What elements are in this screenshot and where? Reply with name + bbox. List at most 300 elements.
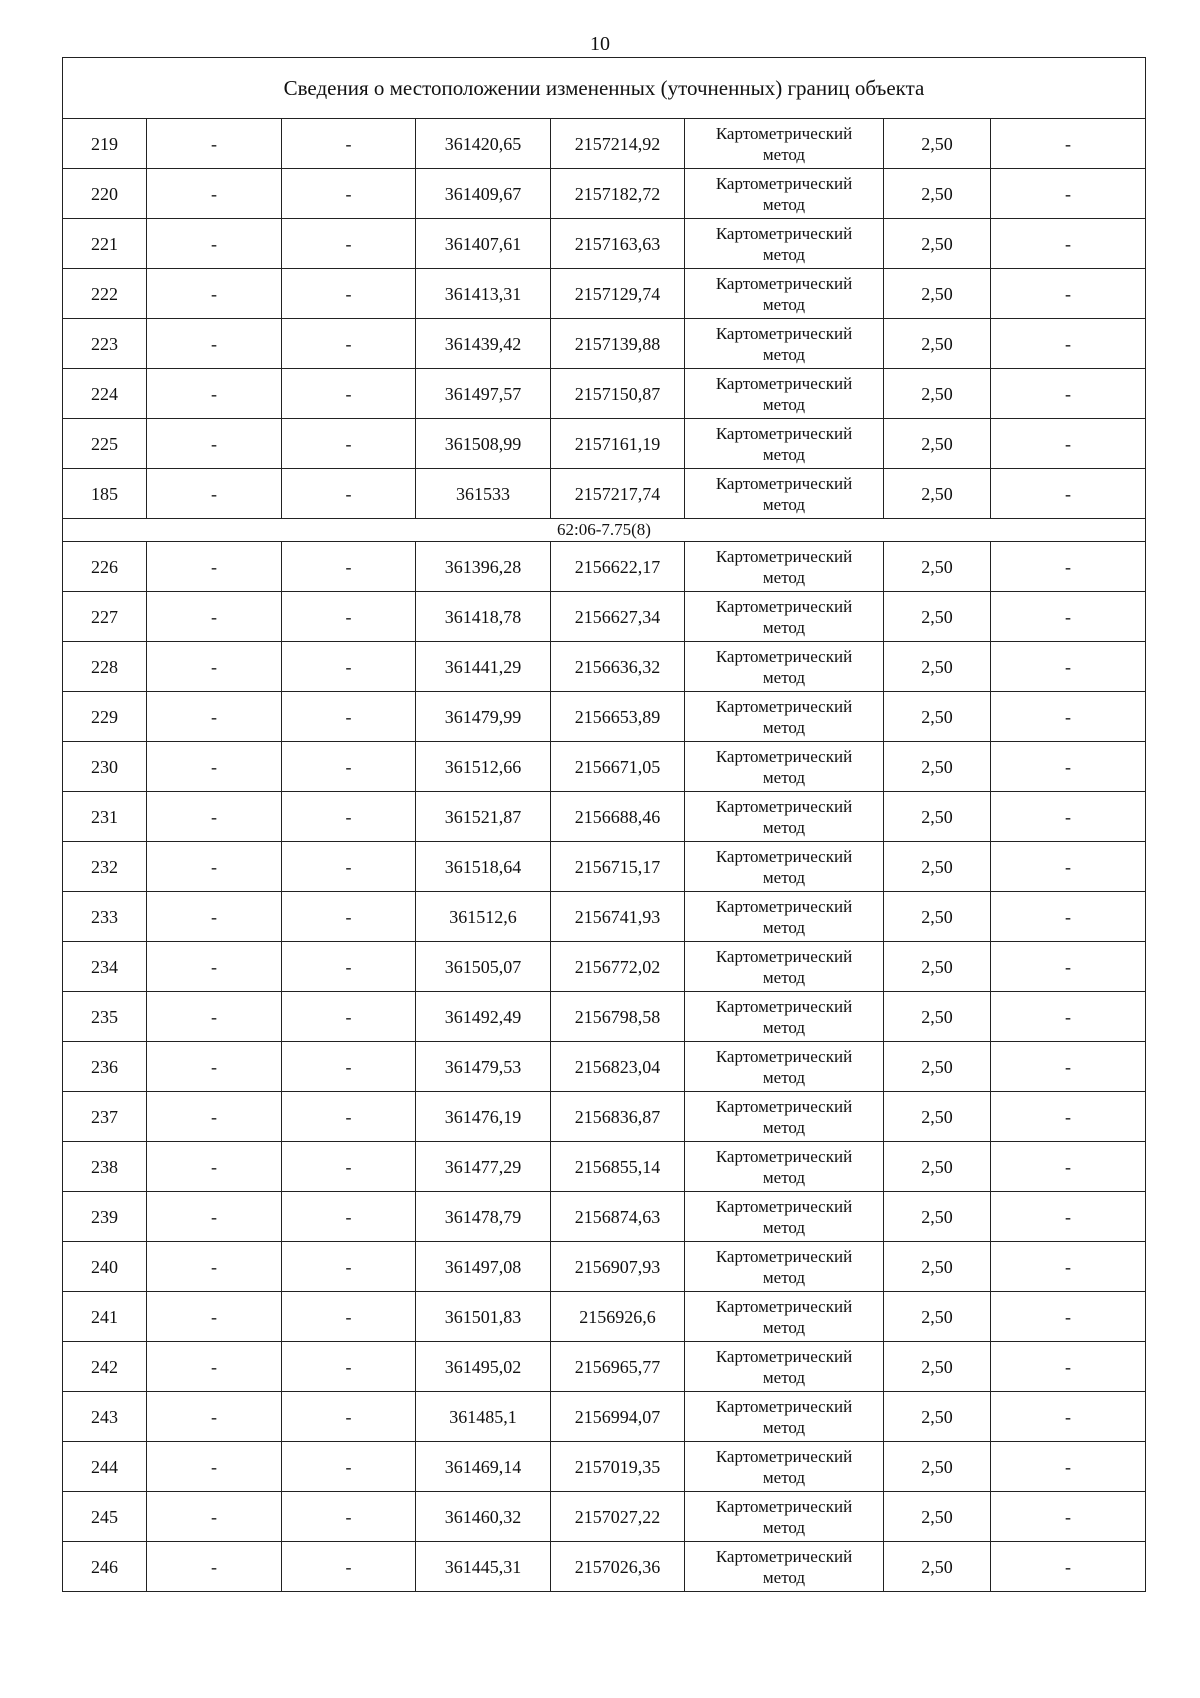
method-line-1: Картометрический	[715, 1496, 853, 1516]
method-cell	[685, 1142, 884, 1192]
old-y-cell: -	[282, 269, 416, 319]
accuracy-cell: 2,50	[884, 219, 991, 269]
method-cell	[685, 1242, 884, 1292]
accuracy-cell: 2,50	[884, 942, 991, 992]
method-cell	[685, 1442, 884, 1492]
table-row	[63, 1542, 1146, 1592]
method-line-1: Картометрический	[715, 373, 853, 393]
point-number-cell: 243	[63, 1392, 147, 1442]
method-line-2: метод	[762, 244, 806, 264]
point-number-cell: 235	[63, 992, 147, 1042]
point-number-cell: 238	[63, 1142, 147, 1192]
point-number-cell: 225	[63, 419, 147, 469]
table-row	[63, 1292, 1146, 1342]
method-cell	[685, 1492, 884, 1542]
accuracy-cell: 2,50	[884, 742, 991, 792]
accuracy-cell: 2,50	[884, 1042, 991, 1092]
old-y-cell: -	[282, 119, 416, 169]
method-cell	[685, 792, 884, 842]
table-row	[63, 1342, 1146, 1392]
method-line-1: Картометрический	[715, 796, 853, 816]
old-y-cell: -	[282, 1342, 416, 1392]
point-number-cell: 223	[63, 319, 147, 369]
old-y-cell: -	[282, 542, 416, 592]
point-number-cell: 221	[63, 219, 147, 269]
old-y-cell: -	[282, 692, 416, 742]
method-line-1: Картометрический	[715, 273, 853, 293]
method-line-2: метод	[762, 1217, 806, 1237]
method-line-2: метод	[762, 1417, 806, 1437]
new-x-cell: 361479,53	[416, 1042, 551, 1092]
method-line-2: метод	[762, 1017, 806, 1037]
method-cell	[685, 842, 884, 892]
old-y-cell: -	[282, 469, 416, 519]
method-cell	[685, 1342, 884, 1392]
method-cell	[685, 1292, 884, 1342]
new-x-cell: 361476,19	[416, 1092, 551, 1142]
accuracy-cell: 2,50	[884, 1442, 991, 1492]
old-x-cell: -	[147, 419, 282, 469]
old-y-cell: -	[282, 792, 416, 842]
accuracy-cell: 2,50	[884, 692, 991, 742]
table-row	[63, 1242, 1146, 1292]
old-y-cell: -	[282, 419, 416, 469]
point-number-cell: 236	[63, 1042, 147, 1092]
new-x-cell: 361396,28	[416, 542, 551, 592]
table-title-row	[63, 58, 1146, 119]
point-number-cell: 222	[63, 269, 147, 319]
table-row	[63, 842, 1146, 892]
accuracy-cell: 2,50	[884, 469, 991, 519]
new-y-cell: 2157182,72	[551, 169, 685, 219]
description-cell: -	[991, 692, 1146, 742]
description-cell: -	[991, 742, 1146, 792]
description-cell: -	[991, 319, 1146, 369]
new-y-cell: 2156855,14	[551, 1142, 685, 1192]
new-y-cell: 2157027,22	[551, 1492, 685, 1542]
description-cell: -	[991, 1442, 1146, 1492]
method-line-2: метод	[762, 1167, 806, 1187]
accuracy-cell: 2,50	[884, 542, 991, 592]
method-line-1: Картометрический	[715, 846, 853, 866]
accuracy-cell: 2,50	[884, 642, 991, 692]
method-line-1: Картометрический	[715, 1246, 853, 1266]
method-cell	[685, 542, 884, 592]
description-cell: -	[991, 842, 1146, 892]
method-line-2: метод	[762, 394, 806, 414]
old-y-cell: -	[282, 1242, 416, 1292]
new-x-cell: 361439,42	[416, 319, 551, 369]
table-body	[63, 58, 1146, 1592]
point-number-cell: 244	[63, 1442, 147, 1492]
old-x-cell: -	[147, 692, 282, 742]
old-y-cell: -	[282, 1392, 416, 1442]
old-y-cell: -	[282, 992, 416, 1042]
accuracy-cell: 2,50	[884, 119, 991, 169]
point-number-cell: 242	[63, 1342, 147, 1392]
table-row	[63, 892, 1146, 942]
accuracy-cell: 2,50	[884, 1242, 991, 1292]
old-y-cell: -	[282, 742, 416, 792]
description-cell: -	[991, 1142, 1146, 1192]
accuracy-cell: 2,50	[884, 892, 991, 942]
description-cell: -	[991, 219, 1146, 269]
point-number-cell: 237	[63, 1092, 147, 1142]
new-y-cell: 2156653,89	[551, 692, 685, 742]
new-y-cell: 2156715,17	[551, 842, 685, 892]
method-line-2: метод	[762, 667, 806, 687]
new-y-cell: 2156798,58	[551, 992, 685, 1042]
method-line-1: Картометрический	[715, 696, 853, 716]
new-x-cell: 361407,61	[416, 219, 551, 269]
old-x-cell: -	[147, 1342, 282, 1392]
old-x-cell: -	[147, 992, 282, 1042]
old-x-cell: -	[147, 792, 282, 842]
old-x-cell: -	[147, 742, 282, 792]
old-y-cell: -	[282, 892, 416, 942]
new-x-cell: 361409,67	[416, 169, 551, 219]
table-row	[63, 319, 1146, 369]
accuracy-cell: 2,50	[884, 169, 991, 219]
method-line-2: метод	[762, 1567, 806, 1587]
method-cell	[685, 319, 884, 369]
description-cell: -	[991, 1492, 1146, 1542]
new-x-cell: 361420,65	[416, 119, 551, 169]
old-x-cell: -	[147, 842, 282, 892]
table-row	[63, 642, 1146, 692]
accuracy-cell: 2,50	[884, 419, 991, 469]
point-number-cell: 234	[63, 942, 147, 992]
new-x-cell: 361497,08	[416, 1242, 551, 1292]
new-x-cell: 361460,32	[416, 1492, 551, 1542]
accuracy-cell: 2,50	[884, 992, 991, 1042]
method-line-1: Картометрический	[715, 1546, 853, 1566]
method-line-1: Картометрический	[715, 1046, 853, 1066]
method-line-2: метод	[762, 1367, 806, 1387]
description-cell: -	[991, 1392, 1146, 1442]
method-line-2: метод	[762, 617, 806, 637]
table-row	[63, 269, 1146, 319]
old-y-cell: -	[282, 1292, 416, 1342]
method-cell	[685, 419, 884, 469]
new-x-cell: 361441,29	[416, 642, 551, 692]
new-x-cell: 361512,6	[416, 892, 551, 942]
accuracy-cell: 2,50	[884, 842, 991, 892]
point-number-cell: 231	[63, 792, 147, 842]
new-x-cell: 361413,31	[416, 269, 551, 319]
new-x-cell: 361478,79	[416, 1192, 551, 1242]
table-row	[63, 419, 1146, 469]
new-y-cell: 2157214,92	[551, 119, 685, 169]
method-cell	[685, 1192, 884, 1242]
point-number-cell: 220	[63, 169, 147, 219]
method-cell	[685, 219, 884, 269]
description-cell: -	[991, 469, 1146, 519]
description-cell: -	[991, 892, 1146, 942]
new-y-cell: 2157161,19	[551, 419, 685, 469]
table-row	[63, 1142, 1146, 1192]
description-cell: -	[991, 992, 1146, 1042]
method-line-1: Картометрический	[715, 123, 853, 143]
accuracy-cell: 2,50	[884, 592, 991, 642]
old-y-cell: -	[282, 369, 416, 419]
accuracy-cell: 2,50	[884, 1192, 991, 1242]
new-x-cell: 361508,99	[416, 419, 551, 469]
new-x-cell: 361497,57	[416, 369, 551, 419]
accuracy-cell: 2,50	[884, 1292, 991, 1342]
section-label: 62:06-7.75(8)	[63, 519, 1146, 542]
method-cell	[685, 692, 884, 742]
old-x-cell: -	[147, 1142, 282, 1192]
method-line-2: метод	[762, 1517, 806, 1537]
method-line-2: метод	[762, 567, 806, 587]
new-y-cell: 2157026,36	[551, 1542, 685, 1592]
accuracy-cell: 2,50	[884, 1342, 991, 1392]
old-y-cell: -	[282, 592, 416, 642]
description-cell: -	[991, 792, 1146, 842]
old-y-cell: -	[282, 219, 416, 269]
section-header-row	[63, 519, 1146, 542]
point-number-cell: 227	[63, 592, 147, 642]
point-number-cell: 239	[63, 1192, 147, 1242]
method-line-2: метод	[762, 967, 806, 987]
description-cell: -	[991, 1242, 1146, 1292]
old-x-cell: -	[147, 1442, 282, 1492]
table-row	[63, 792, 1146, 842]
point-number-cell: 240	[63, 1242, 147, 1292]
description-cell: -	[991, 942, 1146, 992]
method-line-1: Картометрический	[715, 423, 853, 443]
old-x-cell: -	[147, 892, 282, 942]
table-row	[63, 219, 1146, 269]
method-line-2: метод	[762, 344, 806, 364]
new-y-cell: 2157129,74	[551, 269, 685, 319]
method-line-2: метод	[762, 1267, 806, 1287]
method-line-2: метод	[762, 1317, 806, 1337]
description-cell: -	[991, 269, 1146, 319]
method-line-2: метод	[762, 817, 806, 837]
new-y-cell: 2156671,05	[551, 742, 685, 792]
old-y-cell: -	[282, 169, 416, 219]
method-line-1: Картометрический	[715, 1196, 853, 1216]
new-x-cell: 361501,83	[416, 1292, 551, 1342]
method-cell	[685, 269, 884, 319]
new-y-cell: 2156772,02	[551, 942, 685, 992]
old-y-cell: -	[282, 1092, 416, 1142]
new-y-cell: 2157217,74	[551, 469, 685, 519]
method-line-1: Картометрический	[715, 946, 853, 966]
description-cell: -	[991, 1192, 1146, 1242]
description-cell: -	[991, 1042, 1146, 1092]
method-line-1: Картометрический	[715, 1096, 853, 1116]
table-row	[63, 1492, 1146, 1542]
new-y-cell: 2156741,93	[551, 892, 685, 942]
old-x-cell: -	[147, 1042, 282, 1092]
new-y-cell: 2157019,35	[551, 1442, 685, 1492]
table-row	[63, 1092, 1146, 1142]
method-line-2: метод	[762, 1067, 806, 1087]
new-x-cell: 361512,66	[416, 742, 551, 792]
description-cell: -	[991, 1342, 1146, 1392]
method-cell	[685, 119, 884, 169]
method-line-1: Картометрический	[715, 323, 853, 343]
boundary-coordinates-table	[62, 57, 1146, 1592]
method-line-1: Картометрический	[715, 1146, 853, 1166]
method-cell	[685, 1542, 884, 1592]
description-cell: -	[991, 542, 1146, 592]
method-line-1: Картометрический	[715, 173, 853, 193]
old-x-cell: -	[147, 1492, 282, 1542]
new-y-cell: 2157150,87	[551, 369, 685, 419]
method-line-1: Картометрический	[715, 596, 853, 616]
point-number-cell: 229	[63, 692, 147, 742]
new-x-cell: 361418,78	[416, 592, 551, 642]
method-line-2: метод	[762, 917, 806, 937]
method-line-1: Картометрический	[715, 1346, 853, 1366]
method-line-2: метод	[762, 717, 806, 737]
new-y-cell: 2156994,07	[551, 1392, 685, 1442]
method-line-2: метод	[762, 194, 806, 214]
new-x-cell: 361485,1	[416, 1392, 551, 1442]
table-row	[63, 119, 1146, 169]
method-line-1: Картометрический	[715, 473, 853, 493]
old-x-cell: -	[147, 642, 282, 692]
description-cell: -	[991, 169, 1146, 219]
point-number-cell: 219	[63, 119, 147, 169]
old-x-cell: -	[147, 592, 282, 642]
point-number-cell: 224	[63, 369, 147, 419]
method-line-2: метод	[762, 1467, 806, 1487]
description-cell: -	[991, 369, 1146, 419]
point-number-cell: 233	[63, 892, 147, 942]
point-number-cell: 226	[63, 542, 147, 592]
new-y-cell: 2157139,88	[551, 319, 685, 369]
old-x-cell: -	[147, 1192, 282, 1242]
table-row	[63, 742, 1146, 792]
method-line-2: метод	[762, 294, 806, 314]
method-line-2: метод	[762, 444, 806, 464]
new-y-cell: 2156874,63	[551, 1192, 685, 1242]
old-y-cell: -	[282, 1542, 416, 1592]
new-x-cell: 361469,14	[416, 1442, 551, 1492]
page-number: 10	[590, 33, 610, 55]
new-y-cell: 2156622,17	[551, 542, 685, 592]
accuracy-cell: 2,50	[884, 1392, 991, 1442]
old-y-cell: -	[282, 1142, 416, 1192]
accuracy-cell: 2,50	[884, 369, 991, 419]
method-cell	[685, 642, 884, 692]
new-y-cell: 2156907,93	[551, 1242, 685, 1292]
method-cell	[685, 1392, 884, 1442]
accuracy-cell: 2,50	[884, 1492, 991, 1542]
table-row	[63, 992, 1146, 1042]
point-number-cell: 246	[63, 1542, 147, 1592]
method-cell	[685, 892, 884, 942]
old-y-cell: -	[282, 1442, 416, 1492]
new-x-cell: 361505,07	[416, 942, 551, 992]
new-y-cell: 2156926,6	[551, 1292, 685, 1342]
method-line-2: метод	[762, 1117, 806, 1137]
method-line-1: Картометрический	[715, 746, 853, 766]
method-cell	[685, 169, 884, 219]
method-line-1: Картометрический	[715, 223, 853, 243]
old-y-cell: -	[282, 942, 416, 992]
new-x-cell: 361521,87	[416, 792, 551, 842]
method-cell	[685, 942, 884, 992]
new-y-cell: 2156636,32	[551, 642, 685, 692]
old-x-cell: -	[147, 1242, 282, 1292]
point-number-cell: 245	[63, 1492, 147, 1542]
table-title: Сведения о местоположении измененных (уточненных) границ объекта	[63, 58, 1146, 119]
method-line-1: Картометрический	[715, 546, 853, 566]
description-cell: -	[991, 592, 1146, 642]
old-x-cell: -	[147, 469, 282, 519]
old-y-cell: -	[282, 1492, 416, 1542]
old-x-cell: -	[147, 169, 282, 219]
old-x-cell: -	[147, 542, 282, 592]
old-x-cell: -	[147, 1542, 282, 1592]
old-x-cell: -	[147, 942, 282, 992]
method-cell	[685, 469, 884, 519]
table-row	[63, 542, 1146, 592]
new-y-cell: 2156965,77	[551, 1342, 685, 1392]
description-cell: -	[991, 1292, 1146, 1342]
table-row	[63, 369, 1146, 419]
new-y-cell: 2156627,34	[551, 592, 685, 642]
new-x-cell: 361477,29	[416, 1142, 551, 1192]
table-row	[63, 169, 1146, 219]
new-x-cell: 361445,31	[416, 1542, 551, 1592]
description-cell: -	[991, 419, 1146, 469]
old-y-cell: -	[282, 1192, 416, 1242]
new-y-cell: 2156688,46	[551, 792, 685, 842]
description-cell: -	[991, 119, 1146, 169]
old-x-cell: -	[147, 1292, 282, 1342]
old-x-cell: -	[147, 1392, 282, 1442]
description-cell: -	[991, 642, 1146, 692]
table-row	[63, 1192, 1146, 1242]
accuracy-cell: 2,50	[884, 269, 991, 319]
method-line-1: Картометрический	[715, 896, 853, 916]
accuracy-cell: 2,50	[884, 1542, 991, 1592]
accuracy-cell: 2,50	[884, 1092, 991, 1142]
old-y-cell: -	[282, 319, 416, 369]
old-x-cell: -	[147, 319, 282, 369]
method-line-2: метод	[762, 867, 806, 887]
new-x-cell: 361492,49	[416, 992, 551, 1042]
new-y-cell: 2157163,63	[551, 219, 685, 269]
old-x-cell: -	[147, 219, 282, 269]
method-line-2: метод	[762, 767, 806, 787]
method-line-1: Картометрический	[715, 1396, 853, 1416]
description-cell: -	[991, 1092, 1146, 1142]
new-y-cell: 2156836,87	[551, 1092, 685, 1142]
old-y-cell: -	[282, 1042, 416, 1092]
point-number-cell: 232	[63, 842, 147, 892]
method-line-1: Картометрический	[715, 1446, 853, 1466]
point-number-cell: 228	[63, 642, 147, 692]
table-row	[63, 592, 1146, 642]
point-number-cell: 241	[63, 1292, 147, 1342]
new-x-cell: 361495,02	[416, 1342, 551, 1392]
description-cell: -	[991, 1542, 1146, 1592]
table-row	[63, 1442, 1146, 1492]
method-cell	[685, 592, 884, 642]
method-line-1: Картометрический	[715, 1296, 853, 1316]
method-cell	[685, 742, 884, 792]
old-y-cell: -	[282, 642, 416, 692]
old-x-cell: -	[147, 269, 282, 319]
